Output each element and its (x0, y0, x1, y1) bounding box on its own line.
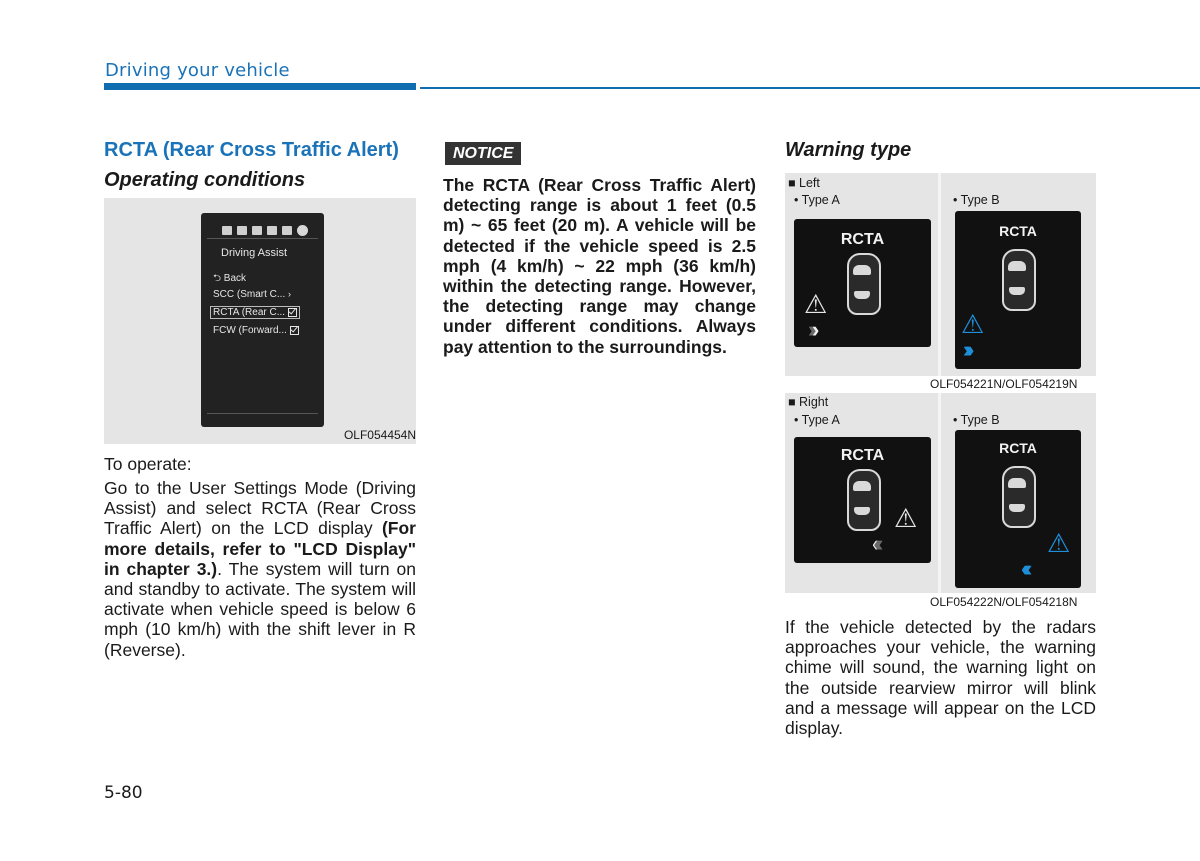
lcd-divider (207, 238, 318, 239)
notice-badge: NOTICE (445, 142, 521, 165)
road-icon (252, 226, 262, 235)
type-a-label: • Type A (794, 413, 840, 427)
screen-title: RCTA (999, 440, 1037, 456)
screen-title: RCTA (999, 223, 1037, 239)
figure-code: OLF054454N (343, 428, 416, 442)
display-icon (222, 226, 232, 235)
page-number: 5-80 (104, 783, 143, 803)
chevrons-right-icon: ›››› (963, 337, 969, 362)
figure-code-top: OLF054221N/OLF054219N (930, 377, 1078, 391)
lcd-item-back: ⮌ Back (213, 273, 247, 284)
lcd-item-fcw-label: FCW (Forward... (213, 325, 287, 336)
warning-panel-right (785, 393, 1096, 593)
wrench-icon (282, 226, 292, 235)
lcd-item-rcta-label: RCTA (Rear C... (213, 307, 286, 318)
screen-right-type-a (794, 437, 931, 563)
warning-type-title: Warning type (785, 139, 912, 161)
operate-text-ref: (For more details, refer to "LCD Display" in chapter 3.) (104, 518, 416, 579)
operate-text-a: Go to the User Settings Mode (Driving Assist) and select RCTA (Rear Cross Traffic Alert) on the LCD display (104, 478, 416, 539)
lcd-item-fcw (213, 325, 299, 336)
phone-icon (237, 226, 247, 235)
operate-paragraph (104, 478, 416, 660)
lcd-item-scc (213, 289, 291, 300)
type-a-label: • Type A (794, 193, 840, 207)
type-b-label: • Type B (953, 193, 1000, 207)
subsection-title: Operating conditions (104, 169, 306, 191)
car-icon (1002, 249, 1036, 311)
lcd-menu-title: Driving Assist (221, 247, 288, 259)
left-label: ■ Left (788, 176, 820, 190)
checkbox-checked-icon (290, 326, 299, 335)
warning-panel-left (785, 173, 1096, 376)
car-icon (1002, 466, 1036, 528)
panel-divider (938, 173, 941, 376)
chevrons-left-icon: ‹‹‹‹ (872, 531, 878, 556)
warning-triangle-icon: ⚠ (961, 309, 985, 339)
warning-triangle-icon: ⚠ (894, 503, 918, 533)
type-b-label: • Type B (953, 413, 1000, 427)
car-icon (847, 469, 881, 531)
header-rule-thick (104, 83, 416, 90)
screen-left-type-b (955, 211, 1081, 369)
warning-triangle-icon: ⚠ (804, 289, 828, 319)
screen-title: RCTA (840, 231, 885, 248)
warning-triangle-icon: ⚠ (1047, 528, 1071, 558)
notice-text: The RCTA (Rear Cross Traffic Alert) detecting range is about 1 feet (0.5 m) ~ 65 feet (20 m). A vehicle will be detected if the vehicle speed is 2.5 mph (4 km/h) ~ 22 mph (36 km/h) within the detecting range. However, the detecting range may change under different conditions. Always pay attention to the surroundings. (443, 175, 756, 357)
section-title: RCTA (Rear Cross Traffic Alert) (104, 139, 399, 161)
lcd-item-rcta (210, 306, 300, 319)
warning-paragraph: If the vehicle detected by the radars approaches your vehicle, the warning chime will sound, the warning light on the outside rearview mirror will blink and a message will appear on the LCD display. (785, 617, 1096, 739)
panel-divider (938, 393, 941, 593)
lcd-menu-figure (104, 198, 416, 444)
screen-left-type-a (794, 219, 931, 347)
header-rule-thin (420, 87, 1200, 89)
chevron-right-icon: › (288, 289, 292, 299)
gear-icon (297, 225, 308, 236)
chevrons-left-icon: ‹‹‹‹ (1021, 556, 1027, 581)
to-operate-label: To operate: (104, 454, 192, 474)
lcd-divider-bottom (207, 413, 318, 414)
screen-right-type-b (955, 430, 1081, 588)
running-header: Driving your vehicle (105, 60, 290, 81)
right-label: ■ Right (788, 395, 829, 409)
lcd-screen (201, 213, 324, 427)
music-icon (267, 226, 277, 235)
car-icon (847, 253, 881, 315)
operate-text-c: . The system will turn on and standby to activate. The system will activate when vehicle speed is below 6 mph (10 km/h) with the shift lever in R (Reverse). (104, 558, 416, 660)
lcd-menu-icons (215, 223, 315, 237)
figure-code-bottom: OLF054222N/OLF054218N (930, 595, 1078, 609)
lcd-item-scc-label: SCC (Smart C... (213, 289, 286, 300)
screen-title: RCTA (840, 447, 885, 464)
checkbox-checked-icon (288, 308, 297, 317)
chevrons-right-icon: ›››› (808, 317, 814, 342)
